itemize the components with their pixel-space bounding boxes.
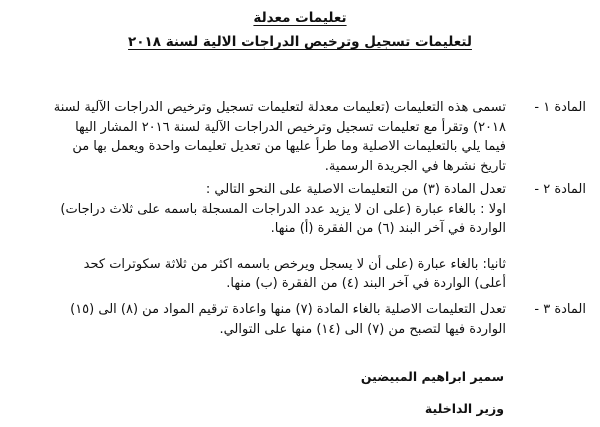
article-2 [14, 180, 586, 294]
article-2-label: المادة ٢ - [534, 182, 586, 197]
article-1-label: المادة ١ - [534, 100, 586, 115]
document-subtitle: لتعليمات تسجيل وترخيص الدراجات الالية لسنة ٢٠١٨ [128, 34, 472, 50]
paragraph-spacer [14, 239, 506, 255]
article-3-label: المادة ٣ - [534, 302, 586, 317]
document-title: تعليمات معدلة [253, 10, 347, 26]
article-1-paragraph-1: تسمى هذه التعليمات (تعليمات معدلة لتعليمات تسجيل وترخيص الدراجات الآلية لسنة ٢٠١٨) وتقرأ مع تعليمات تسجيل وترخيص الدراجات الآلية لسنة ٢٠١٦ المشار اليها فيما يلي بالتعليمات الاصلية وما طرأ عليها من تعديل تعليمات واحدة ويعمل بها من تاريخ نشرها في الجريدة الرسمية. [53, 100, 506, 174]
article-1-body [14, 98, 506, 176]
signatory-title: وزير الداخلية [424, 401, 504, 416]
article-3 [14, 300, 586, 339]
article-2-paragraph-2: ثانيا: بالغاء عبارة (على أن لا يسجل ويرخص باسمه اكثر من ثلاثة سكوترات كحد أعلى) الواردة في آخر البند (٤) من الفقرة (ب) منها. [83, 256, 506, 291]
signature-block [361, 368, 504, 418]
article-3-body [14, 300, 506, 339]
document-header [0, 8, 600, 52]
article-2-body [14, 180, 506, 294]
signatory-name: سمير ابراهيم المبيضين [360, 369, 504, 384]
article-3-paragraph-1: تعدل التعليمات الاصلية بالغاء المادة (٧) منها واعادة ترقيم المواد من (٨) الى (١٥) الواردة فيها لتصبح من (٧) الى (١٤) منها على التوالي. [70, 302, 506, 337]
article-2-paragraph-1: تعدل المادة (٣) من التعليمات الاصلية على النحو التالي : اولا : بالغاء عبارة (على ان لا يزيد عدد الدراجات المسجلة باسمه على ثلاث دراجات) الواردة في آخر البند (٦) من الفقرة (أ) منها. [60, 182, 506, 236]
article-1 [14, 98, 586, 176]
